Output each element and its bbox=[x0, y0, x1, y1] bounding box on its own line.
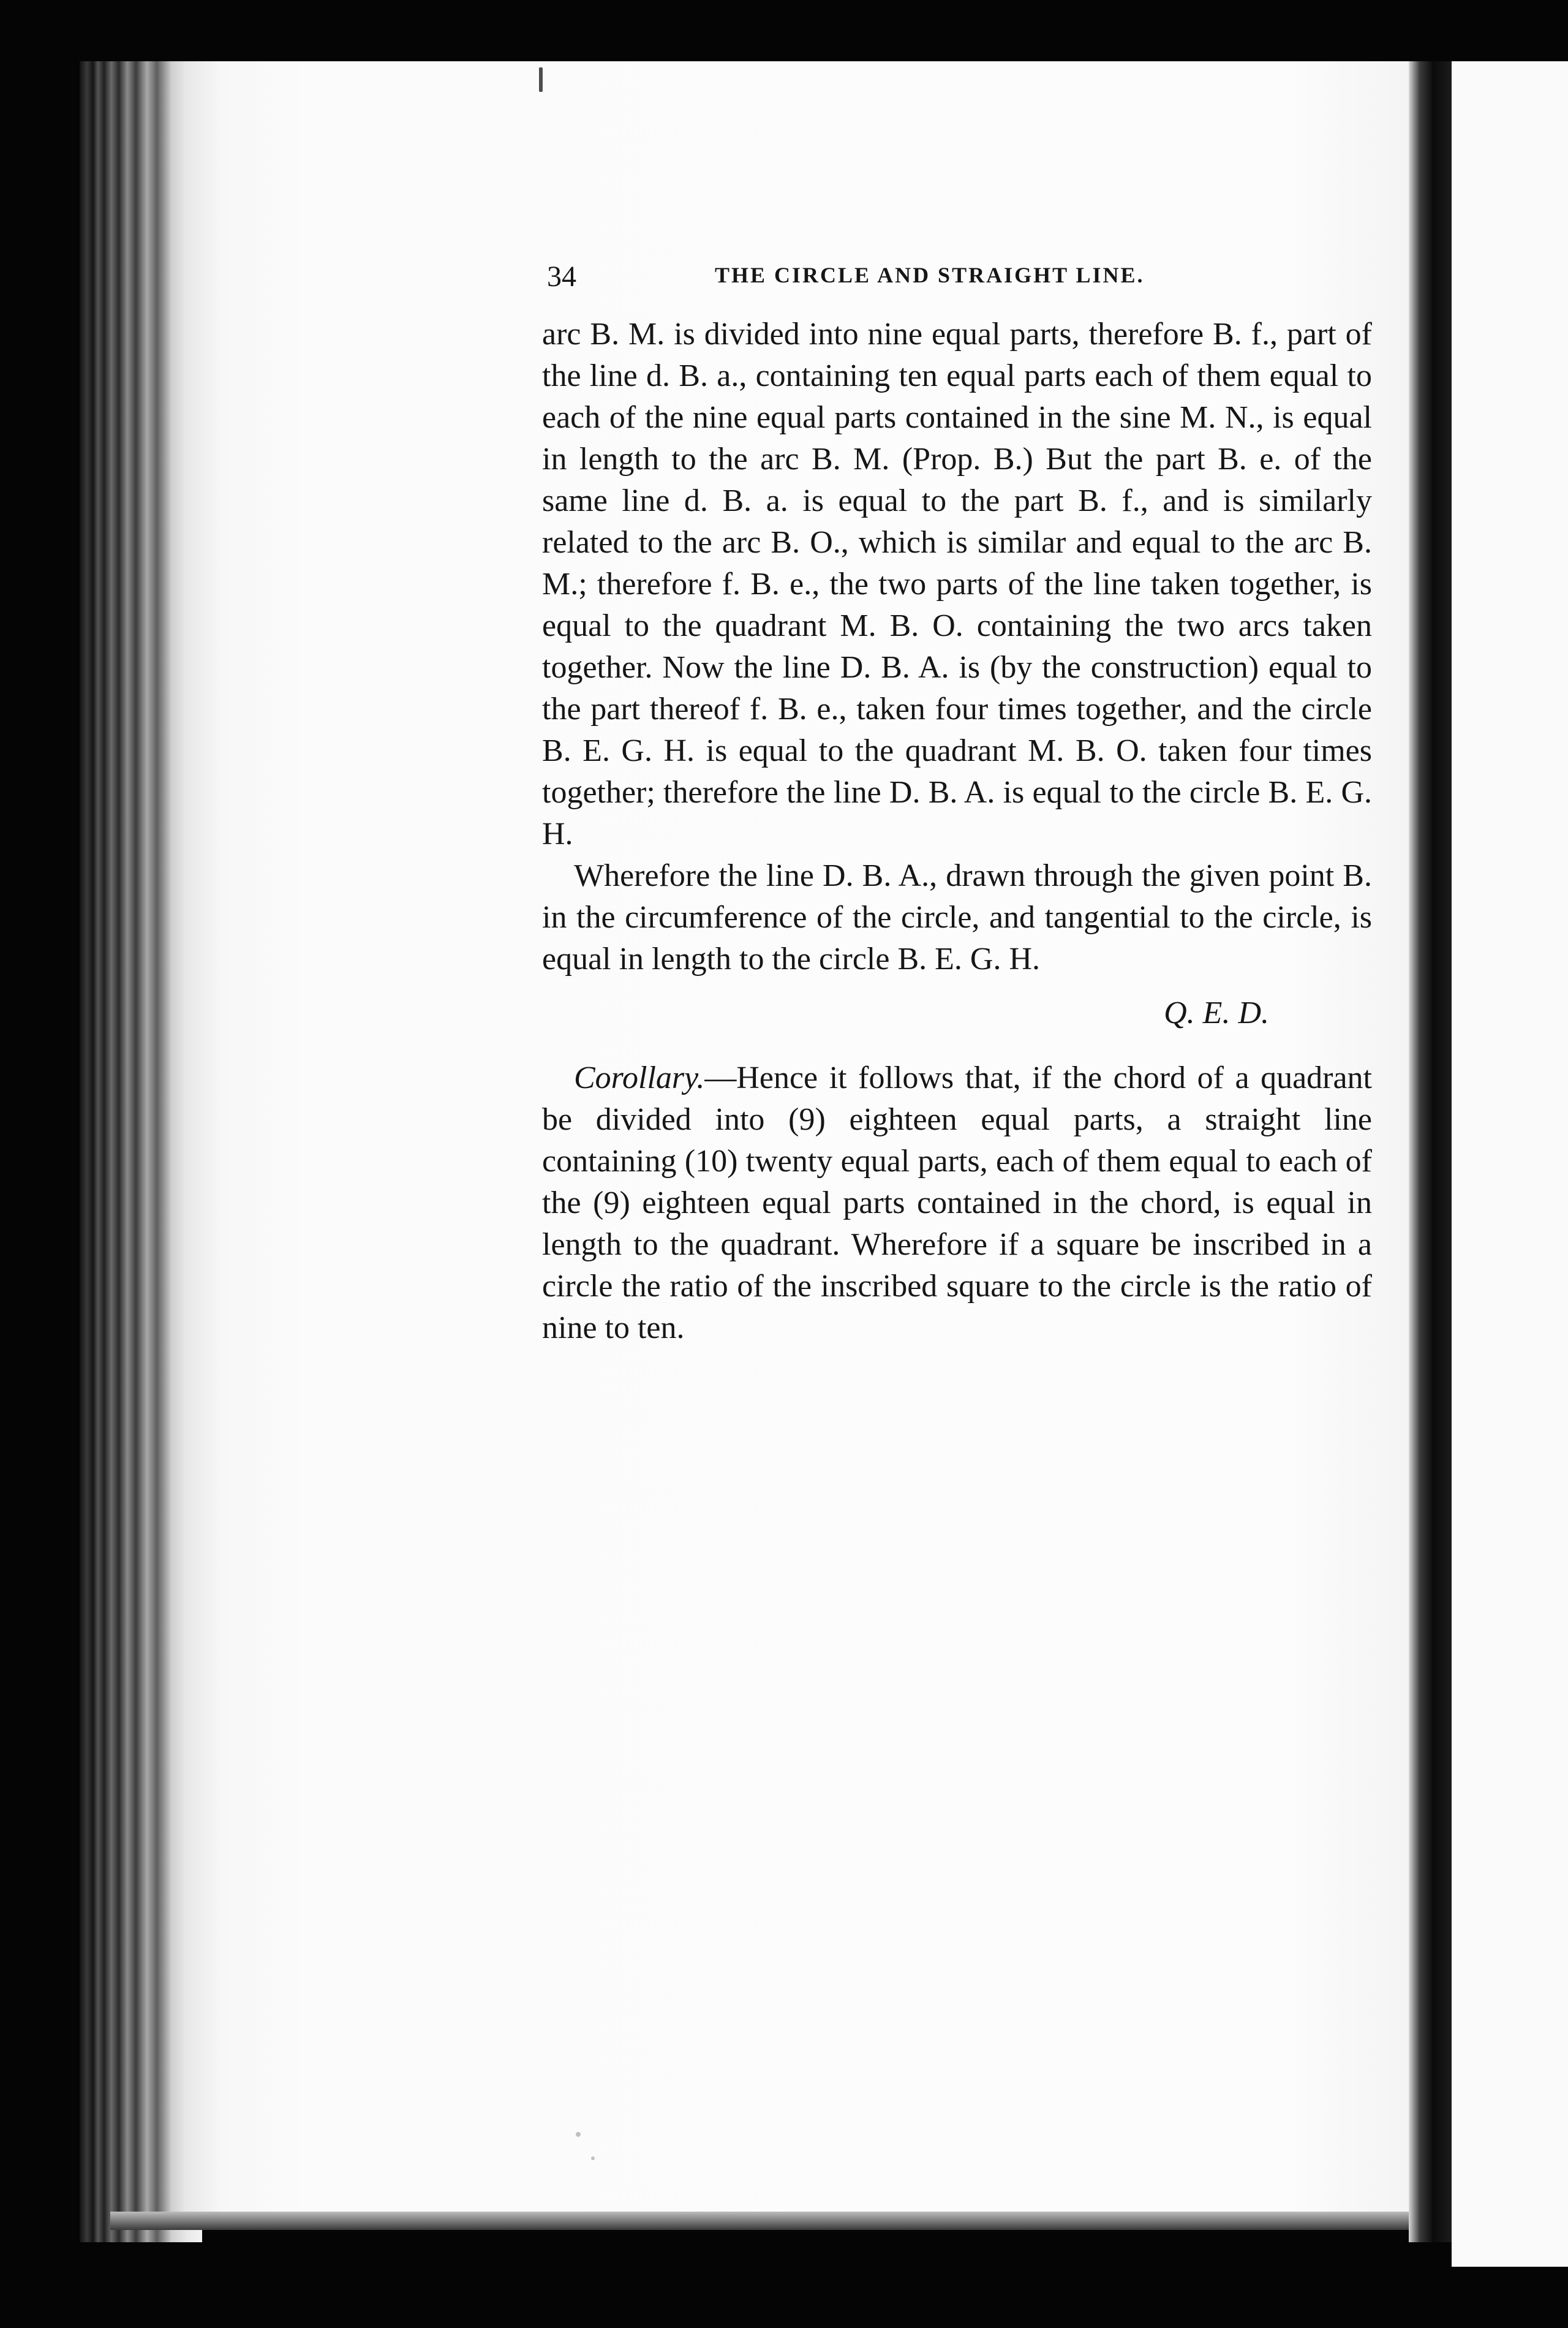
page-content bbox=[542, 257, 1372, 1349]
corollary-text: —Hence it follows that, if the chord of a quadrant be divided into (9) eighteen equal parts, a straight line containing (10) twenty equal parts, each of them equal to each of the (9) eighteen equal parts contained in the chord, is equal in length to the quadrant. Wherefore if a square be inscribed in a circle the ratio of the inscribed square to the circle is the ratio of nine to ten. bbox=[542, 1060, 1372, 1345]
running-head-title: THE CIRCLE AND STRAIGHT LINE. bbox=[715, 263, 1145, 287]
running-head bbox=[542, 257, 1372, 300]
scan-mark bbox=[539, 67, 543, 92]
book-gutter bbox=[1409, 61, 1452, 2242]
corollary-label: Corollary. bbox=[574, 1060, 705, 1095]
corollary-paragraph bbox=[542, 1057, 1372, 1349]
paper-speck bbox=[591, 2156, 595, 2160]
paragraph: arc B. M. is divided into nine equal parts, therefore B. f., part of the line d. B. a., containing ten equal parts each of them equal to each of the nine equal parts contained in the sine M. N., is equal in length to the arc B. M. (Prop. B.) But the part B. e. of the same line d. B. a. is equal to the part B. f., and is similarly related to the arc B. O., which is similar and equal to the arc B. M.; therefore f. B. e., the two parts of the line taken together, is equal to the quadrant M. B. O. containing the two arcs taken together. Now the line D. B. A. is (by the construction) equal to the part thereof f. B. e., taken four times together, and the circle B. E. G. H. is equal to the quadrant M. B. O. taken four times together; therefore the line D. B. A. is equal to the circle B. E. G. H. bbox=[542, 317, 1372, 852]
body-text bbox=[542, 314, 1372, 1349]
paragraph: Wherefore the line D. B. A., drawn through the given point B. in the circumference of the circle, and tangential to the circle, is equal in length to the circle B. E. G. H. bbox=[542, 858, 1372, 977]
page-number: 34 bbox=[547, 260, 576, 293]
paper-speck bbox=[576, 2132, 581, 2137]
page-bottom-shadow bbox=[110, 2212, 1421, 2230]
facing-page-edge bbox=[1452, 61, 1568, 2267]
qed-mark: Q. E. D. bbox=[1164, 996, 1269, 1030]
